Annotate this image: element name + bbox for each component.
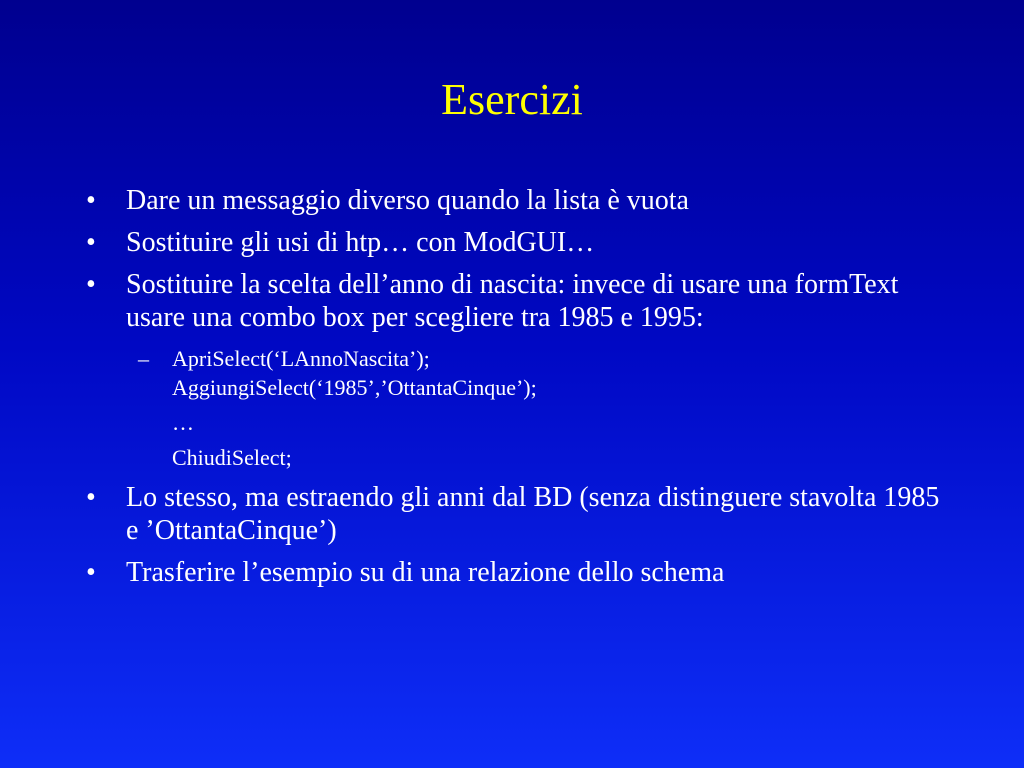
- bullet-marker: •: [86, 185, 96, 216]
- bullet-list: [86, 184, 946, 598]
- bullet-text: Sostituire gli usi di htp… con ModGUI…: [126, 227, 595, 258]
- bullet-text: Sostituire la scelta dell’anno di nascita: invece di usare una formText usare una combo box per scegliere tra 1985 e 1995:: [126, 269, 899, 333]
- code-line: AggiungiSelect(‘1985’,’OttantaCinque’);: [172, 375, 537, 400]
- bullet-marker: •: [86, 227, 96, 258]
- sub-bullet-item: [126, 344, 946, 472]
- bullet-item: [86, 268, 946, 472]
- bullet-text: Trasferire l’esempio su di una relazione dello schema: [126, 557, 725, 588]
- bullet-marker: •: [86, 269, 96, 300]
- bullet-marker: •: [86, 482, 96, 513]
- slide-title: Esercizi: [441, 75, 583, 124]
- dash-marker: –: [138, 346, 149, 371]
- bullet-item: [86, 226, 946, 259]
- bullet-item: [86, 556, 946, 589]
- bullet-text: Lo stesso, ma estraendo gli anni dal BD (senza distinguere stavolta 1985 e ’OttantaCinque’): [126, 482, 940, 546]
- code-line: …: [172, 410, 194, 435]
- bullet-marker: •: [86, 557, 96, 588]
- code-line: ChiudiSelect;: [172, 445, 292, 470]
- bullet-item: [86, 184, 946, 217]
- sub-bullet-list: [126, 344, 946, 472]
- code-line: ApriSelect(‘LAnnoNascita’);: [172, 346, 430, 371]
- bullet-item: [86, 481, 946, 547]
- bullet-text: Dare un messaggio diverso quando la lista è vuota: [126, 185, 689, 216]
